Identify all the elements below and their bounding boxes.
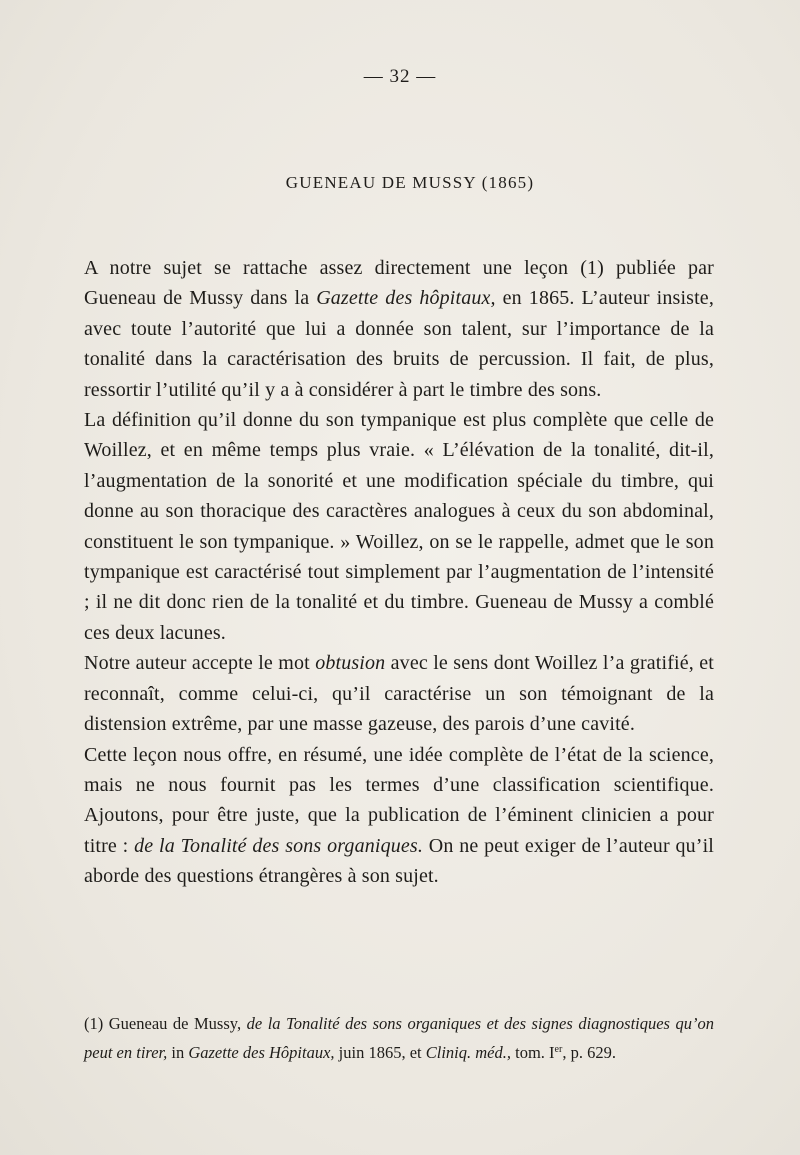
section-heading: GUENEAU DE MUSSY (1865) <box>285 173 535 192</box>
text-run: La définition qu’il donne du son tympanique est plus complète que celle de Woillez, et en même temps plus vraie. « L’élévation de la tonalité, dit-il, l’augmentation de la sonorité et une modification spéciale du timbre, qui donne au son thoracique des caractères analogues à ceux du son abdominal, constituent le son tympanique. » Woillez, on se le rappelle, admet que le son tympanique est caractérisé tout simplement par l’augmentation de l’intensité ; il ne dit donc rien de la tonalité et du timbre. Gueneau de Mussy a comblé ces deux lacunes. <box>84 409 714 644</box>
paragraph <box>84 740 714 892</box>
text-run: tom. I <box>510 1043 555 1062</box>
text-run: in <box>167 1043 189 1062</box>
text-run: (1) Gueneau de Mussy, <box>84 1014 247 1033</box>
italic-text: de la Tonalité des sons organiques et des signes diagnostiques qu’on peut en tirer, <box>84 1014 714 1062</box>
footnote-text <box>84 1011 714 1066</box>
paragraph <box>84 648 714 739</box>
italic-text: obtusion <box>315 652 386 675</box>
text-run: juin 1865, et <box>334 1043 426 1062</box>
paragraph <box>84 253 714 405</box>
page-number: — 32 — <box>363 66 437 87</box>
text-run: er <box>554 1044 563 1055</box>
text-run: avec le sens dont Woillez l’a gratifié, et reconnaît, comme celui-ci, qu’il caractérise un son témoignant de la distension extrême, par une masse gazeuse, des parois d’une cavité. <box>84 652 714 736</box>
italic-text: de la Tonalité des sons organiques. <box>134 834 424 857</box>
text-run: Cette leçon nous offre, en résumé, une idée complète de l’état de la science, mais ne nous fournit pas les termes d’une classification scientifique. Ajoutons, pour être juste, que la publication de l’éminent clinicien a pour titre : <box>84 743 714 857</box>
text-run: , p. 629. <box>562 1043 616 1062</box>
italic-text: Gazette des hôpitaux, <box>316 287 496 310</box>
text-run: On ne peut exiger de l’auteur qu’il aborde des questions étrangères à son sujet. <box>84 834 715 888</box>
paragraph <box>84 405 714 648</box>
text-run: en 1865. L’auteur insiste, avec toute l’autorité que lui a donnée son talent, sur l’importance de la tonalité dans la caractérisation des bruits de percussion. Il fait, de plus, ressortir l’utilité qu’il y a à considérer à part le timbre des sons. <box>84 287 714 401</box>
text-run: A notre sujet se rattache assez directement une leçon (1) publiée par Gueneau de Mussy dans la <box>84 257 714 310</box>
italic-text: Gazette des Hôpitaux, <box>188 1043 335 1062</box>
text-run: Notre auteur accepte le mot <box>84 652 316 675</box>
footnote <box>84 1011 714 1066</box>
body-text <box>84 253 714 892</box>
italic-text: Cliniq. méd., <box>425 1043 511 1062</box>
